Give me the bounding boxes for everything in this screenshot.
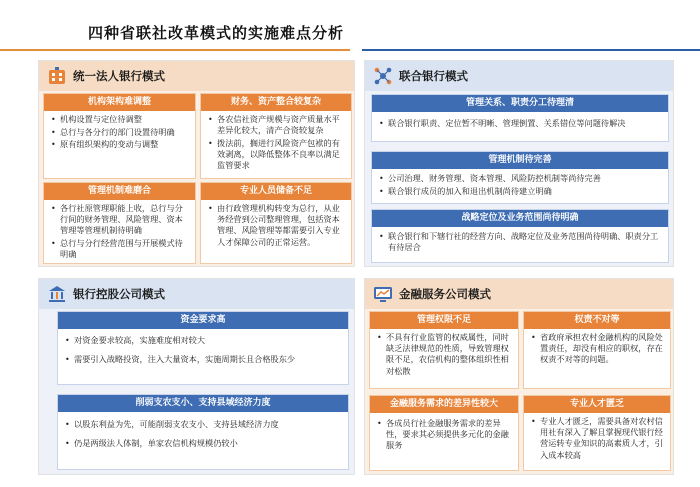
box-capital-requirement	[57, 311, 349, 385]
list-item: • 总行与各分行的部门设置待明确	[50, 127, 190, 138]
box-talent-shortage	[523, 395, 671, 471]
bank-icon	[47, 284, 67, 304]
panel-unified-bank	[38, 60, 355, 267]
box-finance-integration	[200, 93, 352, 179]
list-item: • 各成员行社金融服务需求的差异性，要求其必须提供多元化的金融服务	[376, 418, 513, 452]
list-item: • 各行社原管理职能上收，总行与分行间的财务管理、风险管理、资本管理等管理机制待明确	[50, 203, 190, 237]
title-rule-left	[0, 49, 350, 51]
box-power-responsibility	[523, 311, 671, 389]
list-item: • 原有组织架构的变动与调整	[50, 139, 190, 150]
list-item: • 专业人才匮乏，需要具备对农村信用社有深入了解且掌握现代银行经营运转专业知识的高素质人才，引入成本较高	[530, 416, 665, 461]
monitor-chart-icon	[373, 284, 393, 304]
panel-holding-company-title: 银行控股公司模式	[73, 287, 165, 301]
list-item: • 各农信社资产规模与资产质量水平差异化较大，清产合资较复杂	[207, 114, 346, 136]
list-item: • 机构设置与定位待调整	[50, 114, 190, 125]
list-item: • 以股东利益为先，可能削弱支农支小、支持县域经济力度	[64, 419, 343, 430]
list-item: • 由行政管理机构转变为总行，从业务经营到公司整理管理，包括资本管理、风险管理等都需要引入专业人才保障公司的正常运营。	[207, 203, 346, 248]
box-mechanism-improve	[371, 151, 669, 204]
panel-holding-company-header	[39, 279, 354, 309]
list-item: • 仍是两级法人体制，单家农信机构规模仍较小	[64, 438, 343, 449]
title-rule-right	[362, 49, 700, 51]
list-item: • 拨法前，搁进行风险资产包袱的有效剥离，以降低整体不良率以满足监管要求	[207, 138, 346, 172]
list-item: • 联合银行和下辖行社的经营方向、战略定位及业务范围尚待明确、职责分工有待居合	[378, 231, 663, 253]
panel-unified-bank-title: 统一法人银行模式	[73, 69, 165, 83]
box-header: 管理机制难磨合	[44, 183, 195, 200]
box-header: 金融服务需求的差异性较大	[370, 396, 518, 413]
panel-financial-service-header	[365, 279, 673, 309]
box-header: 战略定位及业务范围尚待明确	[372, 210, 668, 227]
box-management-mechanism	[43, 182, 196, 264]
building-icon	[47, 66, 67, 86]
panel-federated-bank-header	[365, 61, 673, 91]
box-org-structure	[43, 93, 196, 179]
list-item: • 省政府承担农村金融机构的风险处置责任，却没有相应的职权，存在权责不对等的问题。	[530, 332, 665, 366]
box-header: 专业人才匮乏	[524, 396, 670, 413]
panel-unified-bank-header	[39, 61, 354, 91]
box-strategy	[371, 209, 669, 263]
box-header: 机构架构难调整	[44, 94, 195, 111]
box-header: 削弱支农支小、支持县域经济力度	[58, 395, 348, 412]
panel-holding-company	[38, 278, 355, 475]
box-rural-support	[57, 394, 349, 470]
panel-federated-bank-title: 联合银行模式	[399, 69, 468, 83]
box-header: 资金要求高	[58, 312, 348, 329]
list-item: • 总行与分行经营范围与开展模式待明确	[50, 238, 190, 260]
box-header: 专业人员储备不足	[201, 183, 351, 200]
panel-financial-service	[364, 278, 674, 475]
box-service-demand	[369, 395, 519, 471]
box-header: 管理机制待完善	[372, 152, 668, 169]
list-item: • 联合银行成员的加入和退出机制尚待建立明确	[378, 186, 663, 197]
box-responsibility	[371, 94, 669, 142]
box-authority	[369, 311, 519, 389]
box-header: 管理权限不足	[370, 312, 518, 329]
page-title: 四种省联社改革模式的实施难点分析	[88, 24, 345, 42]
box-talent-reserve	[200, 182, 352, 264]
list-item: • 需要引入战略投资，注入大量资本，实施周期长且合格股东少	[64, 354, 343, 365]
panel-financial-service-title: 金融服务公司模式	[399, 287, 491, 301]
box-header: 管理关系、职责分工待理清	[372, 95, 668, 112]
list-item: • 对资金要求较高，实施难度相对较大	[64, 335, 343, 346]
box-header: 财务、资产整合较复杂	[201, 94, 351, 111]
list-item: • 公司治理、财务管理、资本管理、风险防控机制等尚待完善	[378, 173, 663, 184]
network-icon	[373, 66, 393, 86]
list-item: • 不具有行业监管的权威属性，同时缺乏法律规范的性质，导致管理权限不足，农信机构的整体组织性相对松散	[376, 332, 513, 377]
box-header: 权责不对等	[524, 312, 670, 329]
panel-federated-bank	[364, 60, 674, 267]
list-item: • 联合银行职责、定位暂不明晰、管理倒置、关系错位等问题待解决	[378, 118, 663, 129]
